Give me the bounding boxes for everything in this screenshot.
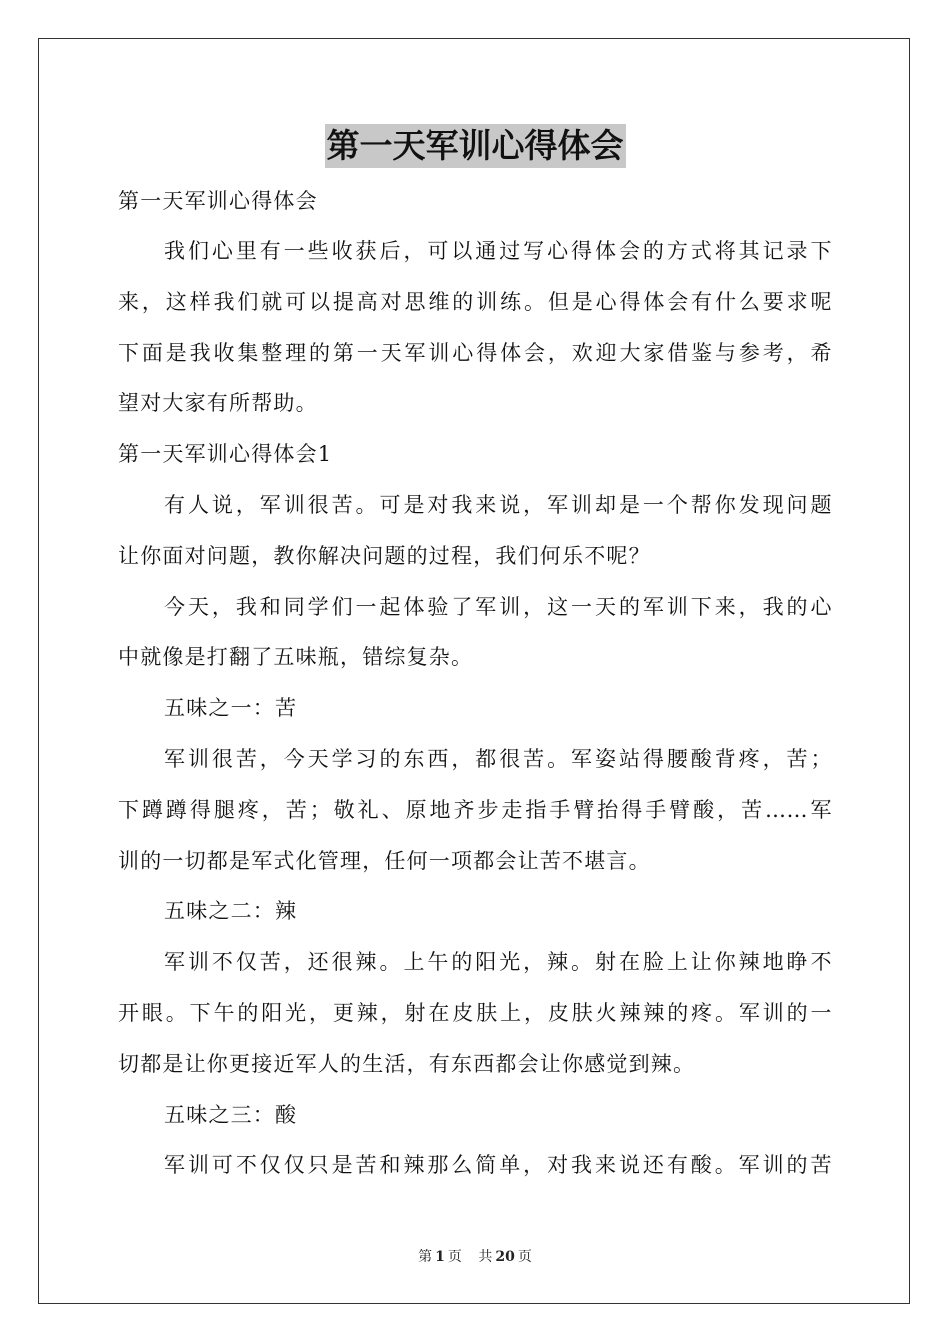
paragraph-lines (118, 226, 832, 1191)
text-line: 五味之一：苦 (164, 696, 298, 721)
total-indicator (475, 1249, 534, 1265)
document-subtitle: 第一天军训心得体会 (118, 189, 318, 213)
text-line: 今天，我和同学们一起体验了军训，这一天的军训下来，我的心 (164, 594, 832, 619)
total-pages: 20 (495, 1249, 515, 1265)
page-prefix: 第 (418, 1249, 433, 1265)
text-line: 军训可不仅仅只是苦和辣那么简单，对我来说还有酸。军训的苦 (164, 1153, 832, 1178)
page-indicator (415, 1249, 465, 1265)
text-line: 下蹲蹲得腿疼，苦；敬礼、原地齐步走指手臂抬得手臂酸，苦……军 (118, 797, 832, 822)
text-line: 中就像是打翻了五味瓶，错综复杂。 (118, 645, 474, 670)
total-prefix: 共 (478, 1249, 493, 1265)
text-line: 第一天军训心得体会1 (118, 442, 333, 467)
document-title: 第一天军训心得体会 (325, 124, 626, 168)
text-line: 军训很苦，今天学习的东西，都很苦。军姿站得腰酸背疼，苦； (164, 746, 832, 771)
text-line: 切都是让你更接近军人的生活，有东西都会让你感觉到辣。 (118, 1051, 696, 1076)
text-line: 五味之二：辣 (164, 899, 298, 924)
text-line: 有人说，军训很苦。可是对我来说，军训却是一个帮你发现问题 (164, 492, 832, 517)
text-line: 来，这样我们就可以提高对思维的训练。但是心得体会有什么要求呢 (118, 289, 832, 314)
text-line: 我们心里有一些收获后，可以通过写心得体会的方式将其记录下 (164, 239, 832, 263)
page-suffix: 页 (447, 1249, 462, 1265)
document-body (118, 124, 832, 1191)
page-number: 1 (435, 1249, 445, 1265)
text-line: 望对大家有所帮助。 (118, 391, 318, 416)
page-footer (0, 1246, 950, 1266)
title-wrap (118, 124, 832, 170)
text-line: 军训不仅苦，还很辣。上午的阳光，辣。射在脸上让你辣地睁不 (164, 950, 832, 975)
text-line: 五味之三：酸 (164, 1102, 298, 1127)
total-suffix: 页 (517, 1249, 532, 1265)
text-line: 让你面对问题，教你解决问题的过程，我们何乐不呢？ (118, 543, 651, 568)
text-line: 开眼。下午的阳光，更辣，射在皮肤上，皮肤火辣辣的疼。军训的一 (118, 1000, 832, 1025)
text-line: 下面是我收集整理的第一天军训心得体会，欢迎大家借鉴与参考，希 (118, 340, 832, 365)
text-line: 训的一切都是军式化管理，任何一项都会让苦不堪言。 (118, 848, 651, 873)
